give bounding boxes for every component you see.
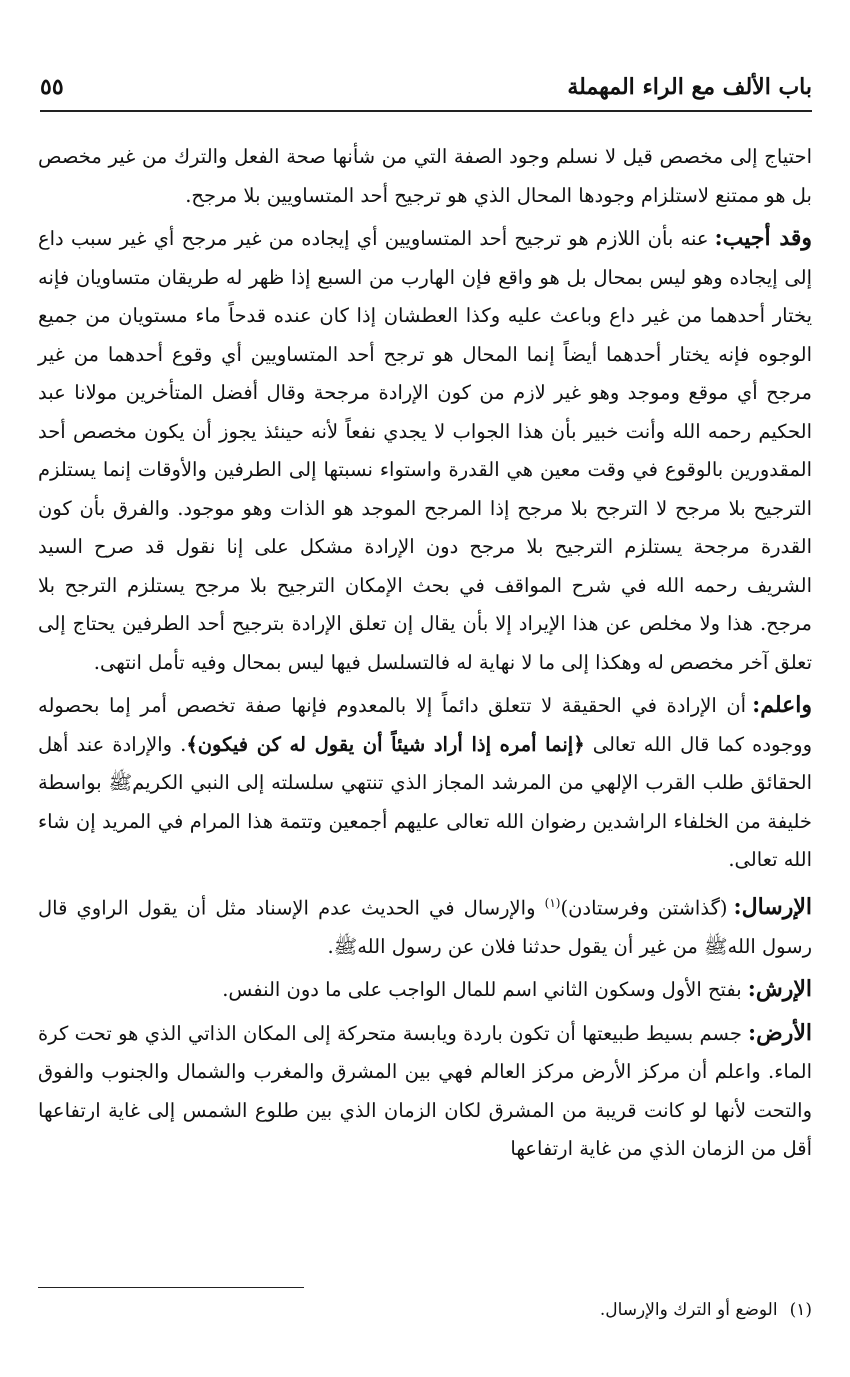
footnote-divider <box>38 1287 304 1288</box>
footnote <box>38 1300 812 1320</box>
paragraph-continuation <box>38 138 812 215</box>
paragraph-text: احتياج إلى مخصص قيل لا نسلم وجود الصفة التي من شأنها صحة الفعل والترك من غير مخصص بل هو ممتنع لاستلزام وجودها المحال الذي هو ترجيح أحد المتساويين بلا مرجح. <box>38 145 812 207</box>
paragraph-wa-qad-ujib <box>38 219 812 682</box>
paragraph-waalam <box>38 686 812 880</box>
footnote-reference[interactable]: (١) <box>544 895 561 910</box>
entry-ard <box>38 1014 812 1169</box>
paragraph-text: أن الإرادة في الحقيقة لا تتعلق دائماً إلا بالمعدوم فإنها صفة تخصص أمر إما بحصوله ووجوده كما قال الله تعالى <box>38 694 812 756</box>
entry-term: واعلم: <box>752 692 812 718</box>
page-number: ٥٥ <box>40 74 64 100</box>
running-title: باب الألف مع الراء المهملة <box>567 74 812 100</box>
quran-quote: ﴿إنما أمره إذا أراد شيئاً أن يقول له كن فيكون﴾ <box>186 732 585 756</box>
persian-gloss: (گذاشتن وفرستادن) <box>560 896 728 919</box>
page-header <box>40 66 812 112</box>
paragraph-text: عنه بأن اللازم هو ترجيح أحد المتساويين أي إيجاده من غير مرجح أي غير سبب داع إلى إيجاده وهو ليس بمحال بل هو واقع فإن الهارب من السبع إذا ظهر له طريقان متساويان فإنه يختار أحدهما من غير داع وباعث عليه وكذا العطشان إذا كان عنده قدحاً ماء مستويان من جميع الوجوه فإنه يختار أحدهما أيضاً إنما المحال هو ترجح أحد المتساويين أي وقوع أحدهما من غير مرجح أي موقع وموجد وهو غير لازم من كون الإرادة مرجحة وقال أفضل المتأخرين مولانا عبد الحكيم رحمه الله وأنت خبير بأن هذا الجواب لا يجدي نفعاً لأنه حينئذ يجوز أن يكون مخصص أحد المقدورين بالوقوع في وقت معين هي القدرة واستواء نسبتها إلى الطرفين والأوقات إنما يستلزم الترجيح بلا مرجح لا الترجح بلا مرجح إذا المرجح الموجد هو الذات وهو موجود. والفرق بأن كون القدرة مرجحة يستلزم الترجيح بلا مرجح دون الإرادة مشكل على إنا نقول قد صرح السيد الشريف رحمه الله في شرح المواقف في بحث الإمكان الترجيح بلا مرجح يستلزم الترجح بلا مرجح. هذا ولا مخلص عن هذا الإيراد إلا بأن يقال إن تعلق الإرادة بترجيح أحد الطرفين يحتاج إلى تعلق آخر مخصص له وهكذا إلى ما لا نهاية له فالتسلسل فيها ليس بمحال وفيه تأمل انتهى. <box>38 227 812 674</box>
entry-term: الإرش: <box>747 976 812 1002</box>
paragraph-text: . والإرادة عند أهل الحقائق طلب القرب الإلهي من المرشد المجاز الذي تنتهي سلسلته إلى النبي الكريمﷺ بواسطة خليفة من الخلفاء الراشدين رضوان الله تعالى عليهم أجمعين وتتمة هذا المرام في المريد إن شاء الله تعالى. <box>38 732 812 871</box>
entry-term: الأرض: <box>747 1019 812 1046</box>
entry-irsh <box>38 970 812 1010</box>
paragraph-text: جسم بسيط طبيعتها أن تكون باردة ويابسة متحركة إلى المكان الذاتي الذي هو تحت كرة الماء. واعلم أن مركز الأرض مركز العالم فهي بين المشرق والمغرب والشمال والجنوب والفوق والتحت لأنها لو كانت قريبة من المشرق لكان الزمان الذي بين طلوع الشمس إلى غاية ارتفاعها أقل من الزمان الذي من غاية ارتفاعها <box>38 1021 812 1160</box>
body-text <box>38 138 812 1169</box>
footnote-number: (١) <box>789 1300 812 1320</box>
paragraph-text: والإرسال في الحديث عدم الإسناد مثل أن يقول الراوي قال رسول اللهﷺ من غير أن يقول حدثنا فلان عن رسول اللهﷺ. <box>38 896 812 958</box>
entry-term: وقد أجيب: <box>714 225 813 251</box>
entry-irsal <box>38 884 812 967</box>
paragraph-text: بفتح الأول وسكون الثاني اسم للمال الواجب على ما دون النفس. <box>222 978 742 1001</box>
footnote-text: الوضع أو الترك والإرسال. <box>599 1300 778 1320</box>
entry-term: الإرسال: <box>733 894 812 920</box>
